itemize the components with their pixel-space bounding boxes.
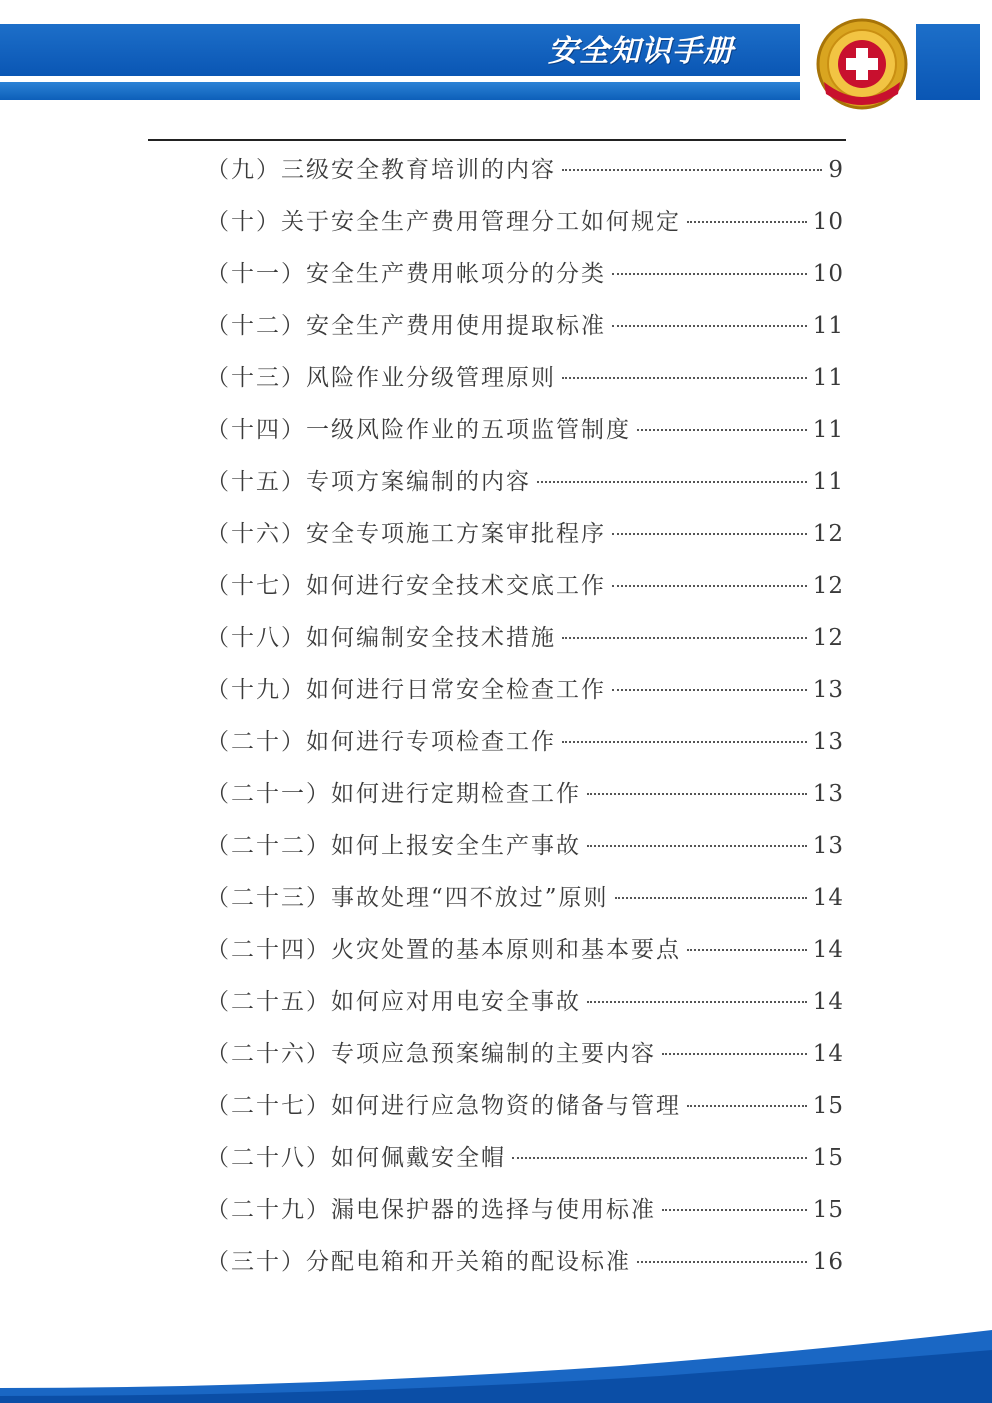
toc-entry-label: （二十八）如何佩戴安全帽 xyxy=(206,1145,506,1171)
toc-dot-leader xyxy=(615,897,807,899)
toc-entry[interactable] xyxy=(206,1080,844,1132)
toc-entry-label: （二十四）火灾处置的基本原则和基本要点 xyxy=(206,937,681,963)
toc-entry[interactable] xyxy=(206,872,844,924)
toc-entry-page-number: 13 xyxy=(812,729,844,755)
toc-entry-page-number: 15 xyxy=(812,1197,844,1223)
toc-entry-label: （十九）如何进行日常安全检查工作 xyxy=(206,677,606,703)
toc-dot-leader xyxy=(612,273,807,275)
toc-entry[interactable] xyxy=(206,716,844,768)
toc-entry[interactable] xyxy=(206,560,844,612)
toc-entry-page-number: 14 xyxy=(812,989,844,1015)
table-of-contents xyxy=(206,144,844,1288)
toc-entry-label: （二十七）如何进行应急物资的储备与管理 xyxy=(206,1093,681,1119)
toc-entry-page-number: 15 xyxy=(812,1093,844,1119)
toc-dot-leader xyxy=(687,1105,807,1107)
footer-wave xyxy=(0,1330,992,1403)
toc-entry[interactable] xyxy=(206,456,844,508)
toc-entry-page-number: 11 xyxy=(812,365,844,391)
toc-entry-label: （二十六）专项应急预案编制的主要内容 xyxy=(206,1041,656,1067)
toc-dot-leader xyxy=(612,689,807,691)
toc-dot-leader xyxy=(562,169,822,171)
toc-entry-label: （二十九）漏电保护器的选择与使用标准 xyxy=(206,1197,656,1223)
toc-entry-label: （二十）如何进行专项检查工作 xyxy=(206,729,556,755)
toc-entry[interactable] xyxy=(206,248,844,300)
toc-entry[interactable] xyxy=(206,1028,844,1080)
toc-dot-leader xyxy=(612,533,807,535)
toc-entry-page-number: 12 xyxy=(812,521,844,547)
toc-entry[interactable] xyxy=(206,1132,844,1184)
toc-entry[interactable] xyxy=(206,196,844,248)
toc-entry-page-number: 9 xyxy=(828,157,844,183)
toc-entry-label: （十二）安全生产费用使用提取标准 xyxy=(206,313,606,339)
toc-entry-page-number: 16 xyxy=(812,1249,844,1275)
toc-top-rule xyxy=(148,139,846,141)
toc-entry-label: （十八）如何编制安全技术措施 xyxy=(206,625,556,651)
toc-entry-label: （十一）安全生产费用帐项分的分类 xyxy=(206,261,606,287)
toc-entry-page-number: 11 xyxy=(812,469,844,495)
toc-entry-page-number: 13 xyxy=(812,677,844,703)
toc-entry-label: （二十三）事故处理“四不放过”原则 xyxy=(206,885,609,911)
toc-entry[interactable] xyxy=(206,664,844,716)
toc-dot-leader xyxy=(587,845,807,847)
toc-dot-leader xyxy=(537,481,807,483)
toc-entry[interactable] xyxy=(206,612,844,664)
toc-entry-label: （十四）一级风险作业的五项监管制度 xyxy=(206,417,631,443)
toc-entry-page-number: 13 xyxy=(812,833,844,859)
toc-entry-label: （二十二）如何上报安全生产事故 xyxy=(206,833,581,859)
toc-entry-label: （十五）专项方案编制的内容 xyxy=(206,469,531,495)
toc-entry-label: （十七）如何进行安全技术交底工作 xyxy=(206,573,606,599)
toc-entry-page-number: 14 xyxy=(812,885,844,911)
toc-entry-label: （十）关于安全生产费用管理分工如何规定 xyxy=(206,209,681,235)
toc-entry-label: （九）三级安全教育培训的内容 xyxy=(206,157,556,183)
toc-dot-leader xyxy=(562,377,807,379)
toc-entry-page-number: 14 xyxy=(812,937,844,963)
toc-dot-leader xyxy=(587,1001,807,1003)
toc-dot-leader xyxy=(587,793,807,795)
toc-dot-leader xyxy=(687,949,807,951)
toc-dot-leader xyxy=(562,637,807,639)
toc-dot-leader xyxy=(512,1157,807,1159)
toc-entry-page-number: 10 xyxy=(812,261,844,287)
toc-entry-page-number: 11 xyxy=(812,417,844,443)
toc-entry[interactable] xyxy=(206,1184,844,1236)
toc-entry[interactable] xyxy=(206,976,844,1028)
toc-dot-leader xyxy=(662,1053,807,1055)
toc-entry[interactable] xyxy=(206,300,844,352)
toc-entry-label: （十三）风险作业分级管理原则 xyxy=(206,365,556,391)
toc-dot-leader xyxy=(662,1209,807,1211)
header-right-block xyxy=(916,24,980,100)
toc-entry[interactable] xyxy=(206,1236,844,1288)
toc-entry[interactable] xyxy=(206,352,844,404)
toc-entry-page-number: 12 xyxy=(812,573,844,599)
toc-entry[interactable] xyxy=(206,404,844,456)
toc-entry[interactable] xyxy=(206,820,844,872)
toc-entry-page-number: 15 xyxy=(812,1145,844,1171)
toc-entry-page-number: 11 xyxy=(812,313,844,339)
toc-entry-page-number: 12 xyxy=(812,625,844,651)
toc-entry[interactable] xyxy=(206,508,844,560)
toc-entry[interactable] xyxy=(206,144,844,196)
header-band-underline xyxy=(0,82,800,100)
toc-dot-leader xyxy=(612,325,807,327)
toc-dot-leader xyxy=(637,429,807,431)
toc-dot-leader xyxy=(562,741,807,743)
safety-emblem-icon xyxy=(812,12,912,112)
toc-entry-page-number: 14 xyxy=(812,1041,844,1067)
toc-dot-leader xyxy=(687,221,807,223)
toc-entry-page-number: 10 xyxy=(812,209,844,235)
toc-entry[interactable] xyxy=(206,768,844,820)
toc-dot-leader xyxy=(612,585,807,587)
toc-entry-label: （二十五）如何应对用电安全事故 xyxy=(206,989,581,1015)
toc-entry[interactable] xyxy=(206,924,844,976)
toc-entry-label: （三十）分配电箱和开关箱的配设标准 xyxy=(206,1249,631,1275)
toc-dot-leader xyxy=(637,1261,807,1263)
handbook-title: 安全知识手册 xyxy=(548,34,734,69)
toc-entry-page-number: 13 xyxy=(812,781,844,807)
toc-entry-label: （十六）安全专项施工方案审批程序 xyxy=(206,521,606,547)
toc-entry-label: （二十一）如何进行定期检查工作 xyxy=(206,781,581,807)
